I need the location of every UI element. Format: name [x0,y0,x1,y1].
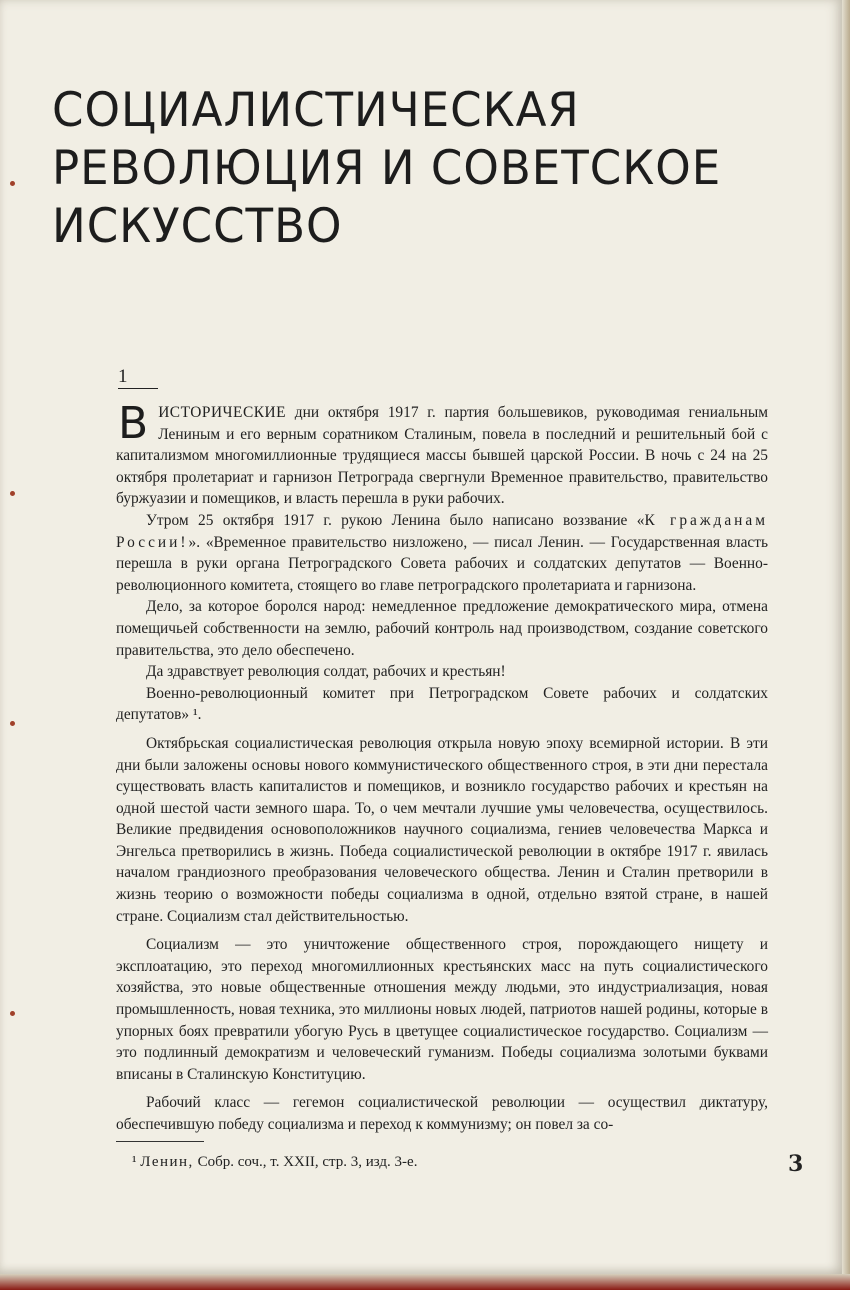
binding-hole-mark [10,491,15,496]
footnote-author: Ленин, [140,1154,194,1170]
footnote [132,1152,692,1172]
intro-caps: ИСТОРИЧЕСКИЕ [158,404,287,421]
paragraph: Военно-революционный комитет при Петроградском Совете рабочих и солдатских депутатов» ¹. [116,684,768,724]
title-line: РЕВОЛЮЦИЯ И СОВЕТСКОЕ [52,141,722,196]
paragraph: Да здравствует революция солдат, рабочих и крестьян! [146,663,506,681]
paragraph: Социализм — это уничтожение общественного строя, порождающего нищету и эксплоатацию, это переход многомиллионных крестьянских масс на путь социалистического хозяйства, это новые общественные отношения между людьми, это индустриализация, новая промышленность, новая техника, это миллионы новых людей, патриотов нашей родины, которые в упорных боях превратили убогую Русь в цветущее социалистическое государство. Социализм — это подлинный демократизм и человеческий гуманизм. Победы социализма золотыми буквами вписаны в Сталинскую Конституцию. [116,936,768,1083]
text-span: ». «Временное правительство низложено, — писал Ленин. — Государственная власть перешла в руки органа Петроградского Совета рабочих и солдатских депутатов — Военно-революционного комитета, стоящего во главе петроградского пролетариата и гарнизона. [116,533,768,594]
appeal-title: К гражданам России! [116,511,768,551]
section-number: 1 [118,366,158,389]
paragraph [116,510,768,596]
paragraph: Октябрьская социалистическая революция открыла новую эпоху всемирной истории. В эти дни были заложены основы нового коммунистического общественного строя, в эти дни перестала существовать власть капиталистов и помещиков, и возникло государство рабочих и крестьян на одной шестой части земного шара. То, о чем мечтали лучшие умы человечества, осуществилось. Великие предвидения основоположников научного социализма, гениев человечества Маркса и Энгельса претворились в жизнь. Победа социалистической революции в октябре 1917 г. явилась началом грандиозного преобразования человеческого общества. Ленин и Сталин претворили в жизнь теорию о возможности победы социализма в одной, отдельно взятой стране, в нашей стране. Социализм стал действительностью. [116,734,768,925]
binding-hole-mark [10,181,15,186]
paragraph: Дело, за которое боролся народ: немедленное предложение демократического мира, отмена помещичьей собственности на землю, рабочий контроль над производством, создание советского правительства, это дело обеспечено. [116,598,768,659]
paragraph-intro [116,398,768,510]
binding-hole-mark [10,1011,15,1016]
title-line: ИСКУССТВО [52,199,343,254]
footnote-text: Собр. соч., т. XXII, стр. 3, изд. 3-е. [193,1154,418,1170]
chapter-title [52,82,743,256]
footnote-divider [116,1141,204,1142]
binding-hole-mark [10,721,15,726]
paragraph: Рабочий класс — гегемон социалистической революции — осуществил диктатуру, обеспечившую победу социализма и переход к коммунизму; он повел за со- [116,1094,768,1133]
page-number: 3 [788,1151,804,1177]
footnote-mark: ¹ [132,1154,141,1170]
drop-cap: В [118,398,149,449]
page-edge [842,0,850,1290]
title-line: СОЦИАЛИСТИЧЕСКАЯ [52,83,580,138]
intro-text: дни октября 1917 г. партия большевиков, руководимая гениальным Лениным и его верным соратником Сталиным, повела в последний и решительный бой с капитализмом многомиллионные трудящиеся массы бывшей царской России. В ночь с 24 на 25 октября пролетариат и гарнизон Петрограда свергнули Временное правительство, правительство буржуазии и помещиков, и власть перешла в руки рабочих. [116,404,768,508]
book-cover-edge [0,1274,850,1290]
text-span: Утром 25 октября 1917 г. рукою Ленина было написано воззвание « [146,511,645,529]
body-text [116,398,768,1136]
